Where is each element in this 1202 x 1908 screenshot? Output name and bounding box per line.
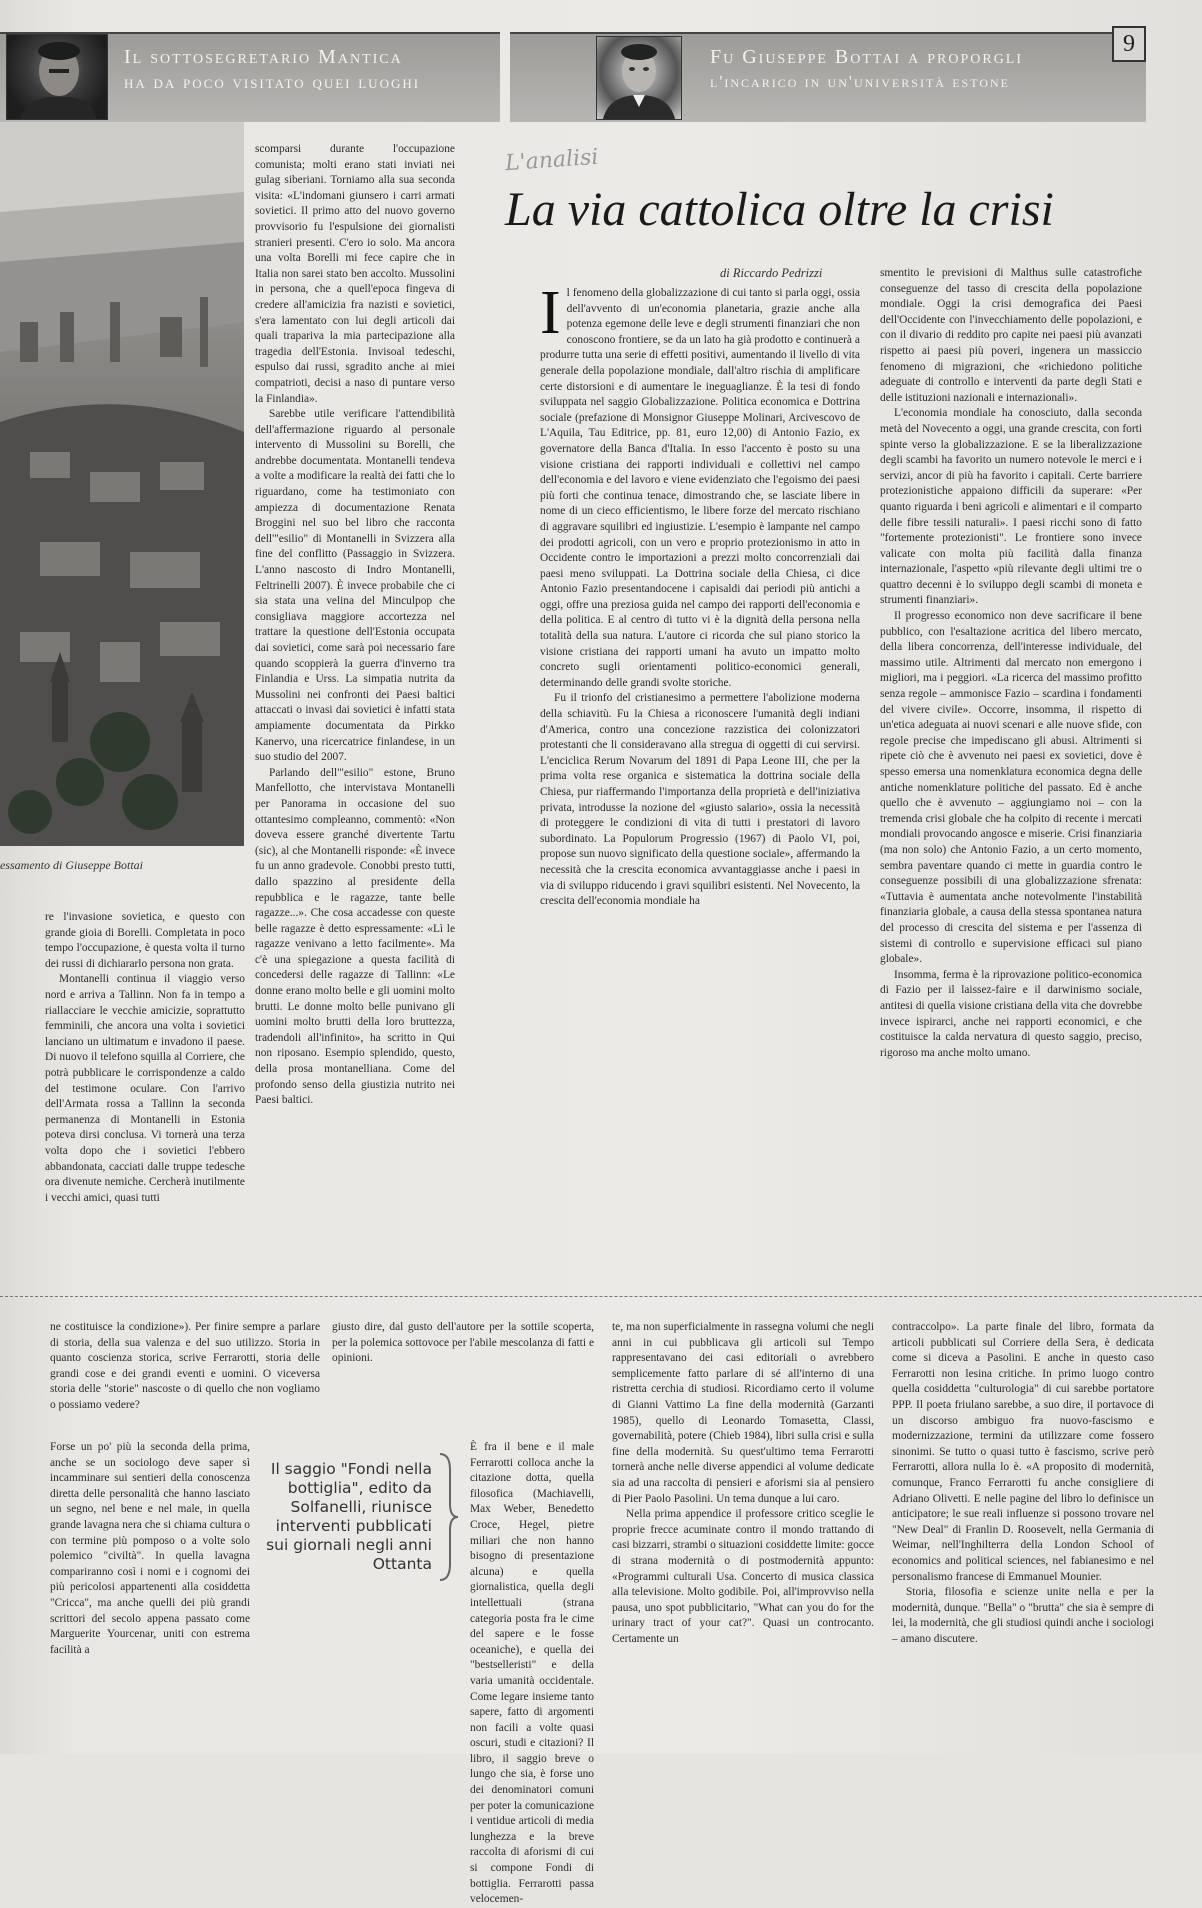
brace-icon bbox=[438, 1452, 458, 1582]
bottom-column-4 bbox=[892, 1320, 1154, 1748]
page-number: 9 bbox=[1112, 26, 1146, 62]
pull-quote: Il saggio "Fondi nella bottiglia", edito da Solfanelli, riunisce interventi pubblicati sui giornali negli anni Ottanta bbox=[266, 1460, 432, 1573]
paragraph: Fu il trionfo del cristianesimo a permettere l'abolizione moderna della schiavitù. Fu la Chiesa a riconoscere l'umanità degli indiani d'America, contro una concezione razzistica dei colonizzatori protestanti che li consideravano alla stregua di oggetti di cui servirsi. L'enciclica Rerum Novarum del 1891 di Papa Leone III, che per la prima volta rese organica e sistematica la dottrina sociale della Chiesa, pur riaffermando l'importanza della proprietà e dell'iniziativa privata, introdusse la nozione del «giusto salario», ossia la necessità di proteggere le condizioni di vita di tutti i prestatori di lavoro subordinato. La Populorum Progressio (1967) di Paolo VI, poi, propose sun nuovo significato della questione sociale», affermando la necessità che la crescita economica avvantaggiasse anche i paesi in via di sviluppo riducendo i gravi squilibri esistenti. Nel Novecento, la crescita dell'economia mondiale ha bbox=[540, 692, 860, 908]
paragraph: scomparsi durante l'occupazione comunista; molti erano stati inviati nei gulag siberiani. Torniamo alla sua seconda visita: «L'indomani giunsero i carri armati sovietici. Il primo atto del nuovo governo provvisorio fu l'espulsione dei giornalisti stranieri presenti. C'ero io solo. Ma ancora una volta Borelli mi fece capire che in Italia non sarei stato ben accolto. Mussolini in persona, che a quell'epoca fingeva di credere all'amicizia fra nazisti e sovietici, s'era lamentato con lui degli articoli dai quali trapariva la mia partecipazione alla tragedia dell'Estonia. Invisoal tedeschi, espulso dai russi, sgradito anche ai miei compatrioti, decisi a naso di puntare verso la Finlandia». bbox=[255, 143, 455, 405]
lead-text: l fenomeno della globalizzazione di cui tanto si parla oggi, ossia dell'avvento di un'economia planetaria, grazie anche alla potenza egemone delle leve e degli strumenti finanziari che non conoscono frontiere, se da un lato ha già prodotto e continuerà a produrre tutta una serie di effetti positivi, aumentando il livello di vita generale della popolazione mondiale, dall'altro rischia di amplificare certe distorsioni e di aumentare le ineguaglianze. È la tesi di fondo sviluppata nel saggio Globalizzazione. Politica economica e Dottrina sociale (prefazione di Monsignor Giuseppe Molinari, Arcivescovo de L'Aquila, Tau Editrice, pp. 81, euro 12,00) di Antonio Fazio, ex governatore della Banca d'Italia. In esso l'accento è posto su una visione cristiana dei rapporti individuali e collettivi nel campo dell'economia e del lavoro e viene evidenziato che l'egoismo dei paesi più forti che continua tenace, dimostrando che, se lasciate libere in nome di un cieco efficientismo, le libere forze del mercato rischiano di aggravare squilibri ed ingiustizie. L'esempio è lampante nel campo dei prodotti agricoli, con un vero e proprio protezionismo in atto in Occidente contro le importazioni a prezzi molto concorrenziali dai paesi meno sviluppati. La Dottrina sociale della Chiesa, ci dice Antonio Fazio presentandocene i capisaldi dai periodi più antichi a oggi, offre una preziosa guida nel campo dei rapporti dell'economia e della politica. E al centro di tutto vi è la dignità della persona nella totalità della sua natura. L'autore ci ricorda che sul piano storico la visione cristiana dei rapporti umani ha avuto un impatto molto concreto sugli orientamenti politico-economici generali, determinando delle grandi svolte storiche. bbox=[540, 287, 860, 689]
paragraph: È fra il bene e il male Ferrarotti colloca anche la citazione dotta, quella filosofica (Machiavelli, Max Weber, Benedetto Croce, Hegel, pietre miliari che non hanno bisogno di presentazione alcuna) e quella giornalistica, quella degli intellettuali (strana categoria posta fra le cime del sapere e le fosse oceaniche), e quella dei "bestselleristi" e della varia umanità occidentale. Come legare insieme tanto sapere, fatto di argomenti non facili a volte quasi oscuri, studi e citazioni? Il libro, il saggio breve o lungo che sia, è forse uno dei denominatori comuni per poter la comunicazione i ventidue articoli di media lunghezza e la breve raccolta di aforismi di cui si compone Fondi di bottiglia. Ferrarotti passa velocemen- bbox=[470, 1441, 594, 1906]
dropcap: I bbox=[540, 279, 561, 347]
paragraph: ne costituisce la condizione»). Per finire sempre a parlare di storia, della sua valenza e del suo utilizzo. Storia in quanto coscienza storica, scrive Ferrarotti, storia delle grandi cose e dei grandi eventi e uomini. O viceversa storia delle "storie" nascoste o di quello che non vogliamo o possiamo vedere? bbox=[50, 1321, 320, 1411]
bottom-column-1-top bbox=[50, 1320, 320, 1440]
bottom-column-1 bbox=[50, 1440, 250, 1748]
paragraph: re l'invasione sovietica, e questo con grande gioia di Borelli. Completata in poco tempo l'occupazione, è questa volta il turno dei russi di dichiararlo persona non grata. bbox=[45, 911, 245, 970]
bottom-column-2-top bbox=[332, 1320, 594, 1440]
section-divider bbox=[0, 1296, 1202, 1298]
article1-column-a bbox=[255, 142, 455, 1257]
paragraph: Nella prima appendice il professore critico sceglie le proprie frecce acuminate contro il mondo trattando di casi bizzarri, strambi o situazioni cosiddette limite: gocce di strana modernità o di postmodernità appunto: «Programmi culturali Usa. Concerto di musica classica alla televisione. Molto godibile. Poi, all'improvviso nella pausa, uno spot pubblicitario, "What can you do for the urinary tract of your cat?". Quasi un controcanto. Certamente un bbox=[612, 1508, 874, 1645]
article1-column-b bbox=[45, 910, 245, 1260]
article2-column-b bbox=[880, 266, 1142, 1238]
paragraph: te, ma non superficialmente in rassegna volumi che negli anni in cui pubblicava gli articoli sul Tempo rappresentavano dei casi editoriali o avrebbero semplicemente fatto parlare di sé all'interno di una ristretta cerchia di studiosi. Ricordiamo certo il volume di Gianni Vattimo La fine della modernità (Garzanti 1985), quello di Leonardo Tomasetta, Classi, governabilità, potere (Chieb 1984), libri sulla crisi e sulla fine della modernità. Su quest'ultimo tema Ferrarotti tornerà anche nelle diverse appendici al volume dedicate sia ad una raccolta di pensieri e aforismi sia al pensiero di Pier Paolo Pasolini. Un tema dunque a lui caro. bbox=[612, 1321, 874, 1505]
photo-caption: essamento di Giuseppe Bottai bbox=[0, 858, 143, 872]
bottom-column-2-right bbox=[470, 1440, 594, 1906]
lead-paragraph bbox=[540, 279, 860, 691]
header-right-line1: Fu Giuseppe Bottai a proporgli bbox=[710, 46, 1024, 68]
paragraph: Parlando dell'"esilio" estone, Bruno Manfellotto, che intervistava Montanelli per Panorama in occasione del suo ottantesimo compleanno, commentò: «Non doveva essere granché divertente Tartu (sic), al che Montanelli risponde: «È invece fu un anno gradevole. Conobbi presto tutti, dallo spazzino al presidente della repubblica e le ragazze, tante belle ragazze...». Che cosa accadesse con queste belle ragazze è detto espressamente: «Lì le ragazze venivano a letto facilmente». Ma c'è una spiegazione a questa facilità di concedersi delle ragazze di Tallinn: «Le donne erano molto belle e gli uomini molto brutti. Le donne molto belle punivano gli uomini molto brutti della loro bruttezza, tradendoli all'infinito», ha scritto in Qui non riposano. Esempio splendido, questo, della prosa montanelliana. Come del profondo senso della giustizia nutrito nei Paesi baltici. bbox=[255, 766, 455, 1107]
paragraph: Sarebbe utile verificare l'attendibilità dell'affermazione riguardo al personale intervento di Mussolini su Borelli, che andrebbe documentata. Montanelli tendeva a volte a modificare la realtà dei fatti che lo riguardano, come ha testimoniato con ampiezza di documentazione Renata Broggini nel suo bel libro che racconta dell'"esilio" di Montanelli in Svizzera alla fine del conflitto (Passaggio in Svizzera. L'anno nascosto di Indro Montanelli, Feltrinelli 2007). È invece probabile che ci sia stata una velina del Minculpop che consigliava maggiore accortezza nel trattare la questione dell'Estonia occupata dai sovietici, come sarà poi necessario fare quando scoppierà la guerra d'inverno tra Finlandia e Urss. La simpatia nutrita da Mussolini nei confronti dei Paesi baltici attaccati o invasi dai sovietici è infatti stata ampiamente documentata da Pirkko Kanervo, una ricercatrice finlandese, in un suo studio del 2007. bbox=[255, 408, 455, 764]
header-left-line2: ha da poco visitato quei luoghi bbox=[124, 72, 421, 93]
paragraph: Insomma, ferma è la riprovazione politico-economica di Fazio per il laissez-faire e il darwinismo sociale, antitesi di quella visione cristiana della vita che dovrebbe invece ispirarci, anche nei rapporti economici, e che costituisce la calda nervatura di questo saggio, preciso, rigoroso ma anche molto umano. bbox=[880, 968, 1142, 1059]
article2-byline: di Riccardo Pedrizzi bbox=[720, 266, 823, 280]
portrait-bottai bbox=[596, 36, 682, 120]
tallinn-aerial-photo bbox=[0, 122, 244, 846]
paragraph: Montanelli continua il viaggio verso nord e arriva a Tallinn. Non fa in tempo a riallacciare le vecchie amicizie, soprattutto femminili, che ancora una volta i sovietici lanciano un ultimatum e invadono il paese. Di nuovo il telefono squilla al Corriere, che potrà pubblicare le corrispondenze a caldo del testimone oculare. Con l'arrivo dell'Armata rossa a Tallinn la seconda permanenza di Montanelli in Estonia poteva dirsi conclusa. Vi tornerà una terza volta dopo che i sovietici l'ebbero abbandonata, cacciati dalle truppe tedesche ora divenute nemiche. Cercherà inutilmente i vecchi amici, quasi tutti bbox=[45, 973, 245, 1204]
bottom-column-3 bbox=[612, 1320, 874, 1748]
portrait-mantica bbox=[6, 34, 108, 120]
header-left-line1: Il sottosegretario Mantica bbox=[124, 46, 403, 68]
article2-kicker: L'analisi bbox=[504, 144, 600, 177]
paragraph: giusto dire, dal gusto dell'autore per la sottile scoperta, per la polemica sottovoce per l'abile mescolanza di fatti e opinioni. bbox=[332, 1321, 594, 1365]
paragraph: contraccolpo». La parte finale del libro, formata da articoli pubblicati sul Corriere della Sera, è dedicata come si diceva a Pasolini. E anche in questo caso Ferrarotti non lesina critiche. In primo luogo contro quella cosiddetta "culturologia" di cui sarebbe portatore PPP. Il poeta friulano sarebbe, a suo dire, il portavoce di un discorso ambiguo fra nuovo-fascismo e modernizzazione, termini da utilizzare come fossero sinonimi. Se tutto o quasi tutto è fascismo, scrive però Ferrarotti, allora nulla lo è. «A proposito di modernità, comunque, Franco Ferrarotti fu anche consigliere di Adriano Olivetti. E nelle pagine del libro lo definisce un anticipatore; le sue reali influenze si possono trovare nel "New Deal" di Franlin D. Roosevelt, nella Germania di Weimar, nell'Inghilterra della London School of economics and political sciences, nel fabianesimo e nel personalismo francese di Emmanuel Mounier. bbox=[892, 1321, 1154, 1583]
paragraph: Storia, filosofia e scienze unite nella e per la modernità, dunque. "Bella" o "brutta" che sia è sempre di lei, la modernità, che gli studiosi quindi anche i sociologi – amano discutere. bbox=[892, 1586, 1154, 1645]
paragraph: Forse un po' più la seconda della prima, anche se un sociologo deve saper sì incamminare sui sentieri della conoscenza diretta delle personalità che hanno lasciato un segno, nel bene e nel male, in quella grande lavagna nera che si chiama cultura o con termine più pomposo o a volte solo polemico "civiltà". In quella lavagna compariranno così i nomi e i cognomi dei più pericolosi appartenenti alla cosiddetta "Cricca", ma anche quelli dei più grandi scrittori del secolo appena passato come Marguerite Yourcenar, uniti con estrema facilità a bbox=[50, 1441, 250, 1656]
article2-column-a bbox=[540, 279, 860, 1238]
paragraph: smentito le previsioni di Malthus sulle catastrofiche conseguenze del tasso di crescita della popolazione mondiale. Oggi la crisi demografica dei Paesi dell'Occidente con l'invecchiamento delle popolazioni, e con il divario di reddito pro capite nei paesi più avanzati rispetto ai paesi più poveri, ingenera un massiccio fenomeno di migrazioni, che «richiedono politiche adeguate di controllo e interventi da parte degli Stati e delle istituzioni nazionali e internazionali». bbox=[880, 267, 1142, 404]
paragraph: Il progresso economico non deve sacrificare il bene pubblico, con l'esaltazione acritica del libero mercato, della libera concorrenza, dell'interesse individuale, del massimo utile. Altrimenti dal mercato non emergono i migliori, ma i peggiori. «La ricerca del massimo profitto senza regole – ammonisce Fazio – scardina i fondamenti del vivere civile». Occorre, insomma, il rispetto di un'etica adeguata ai nuovi scenari e alle nuove sfide, con regole precise che impediscano gli abusi. Altrimenti si ripete ciò che è avvenuto nei paesi ex sovietici, dove è spesso emersa una nomenklatura economica degna delle antiche nomenklature politiche del passato. Ed è anche quello che è avvenuto – aggiungiamo noi – con la tremenda crisi globale che ha colpito di recente i mercati mondiali provocando angosce e miserie. Crisi finanziaria (ma non solo) che Antonio Fazio, a un certo momento, sembra paventare quando ci mette in guardia contro le conseguenze possibili di una globalizzazione sfrenata: «Tuttavia è aumentata anche notevolmente l'instabilità finanziaria globale, a causa della stessa spontanea natura del processo di crescita del sistema e per l'assenza di sistemi di controllo e supervisione efficaci sul piano globale». bbox=[880, 610, 1142, 966]
paragraph: L'economia mondiale ha conosciuto, dalla seconda metà del Novecento a oggi, una grande crescita, con forti spinte verso la globalizzazione. E se la liberalizzazione degli scambi ha favorito un numero notevole le merci e i servizi, ancor di più ha favorito i capitali. Certe barriere protezionistiche appaiono difficili da superare: «Per quanto riguarda i beni agricoli e alimentari e il comparto delle fibre tessili naturali». I paesi ricchi sono di fatto "fortemente protezionisti". Le frontiere sono invece valicate con molta più facilità dalla finanza internazionale, l'aspetto «più rilevante degli ultimi tre o quattro decenni è lo sviluppo degli scambi di moneta e strumenti finanziari». bbox=[880, 407, 1142, 607]
article2-headline: La via cattolica oltre la crisi bbox=[505, 183, 1054, 236]
header-right-line2: l'incarico in un'università estone bbox=[710, 72, 1010, 91]
